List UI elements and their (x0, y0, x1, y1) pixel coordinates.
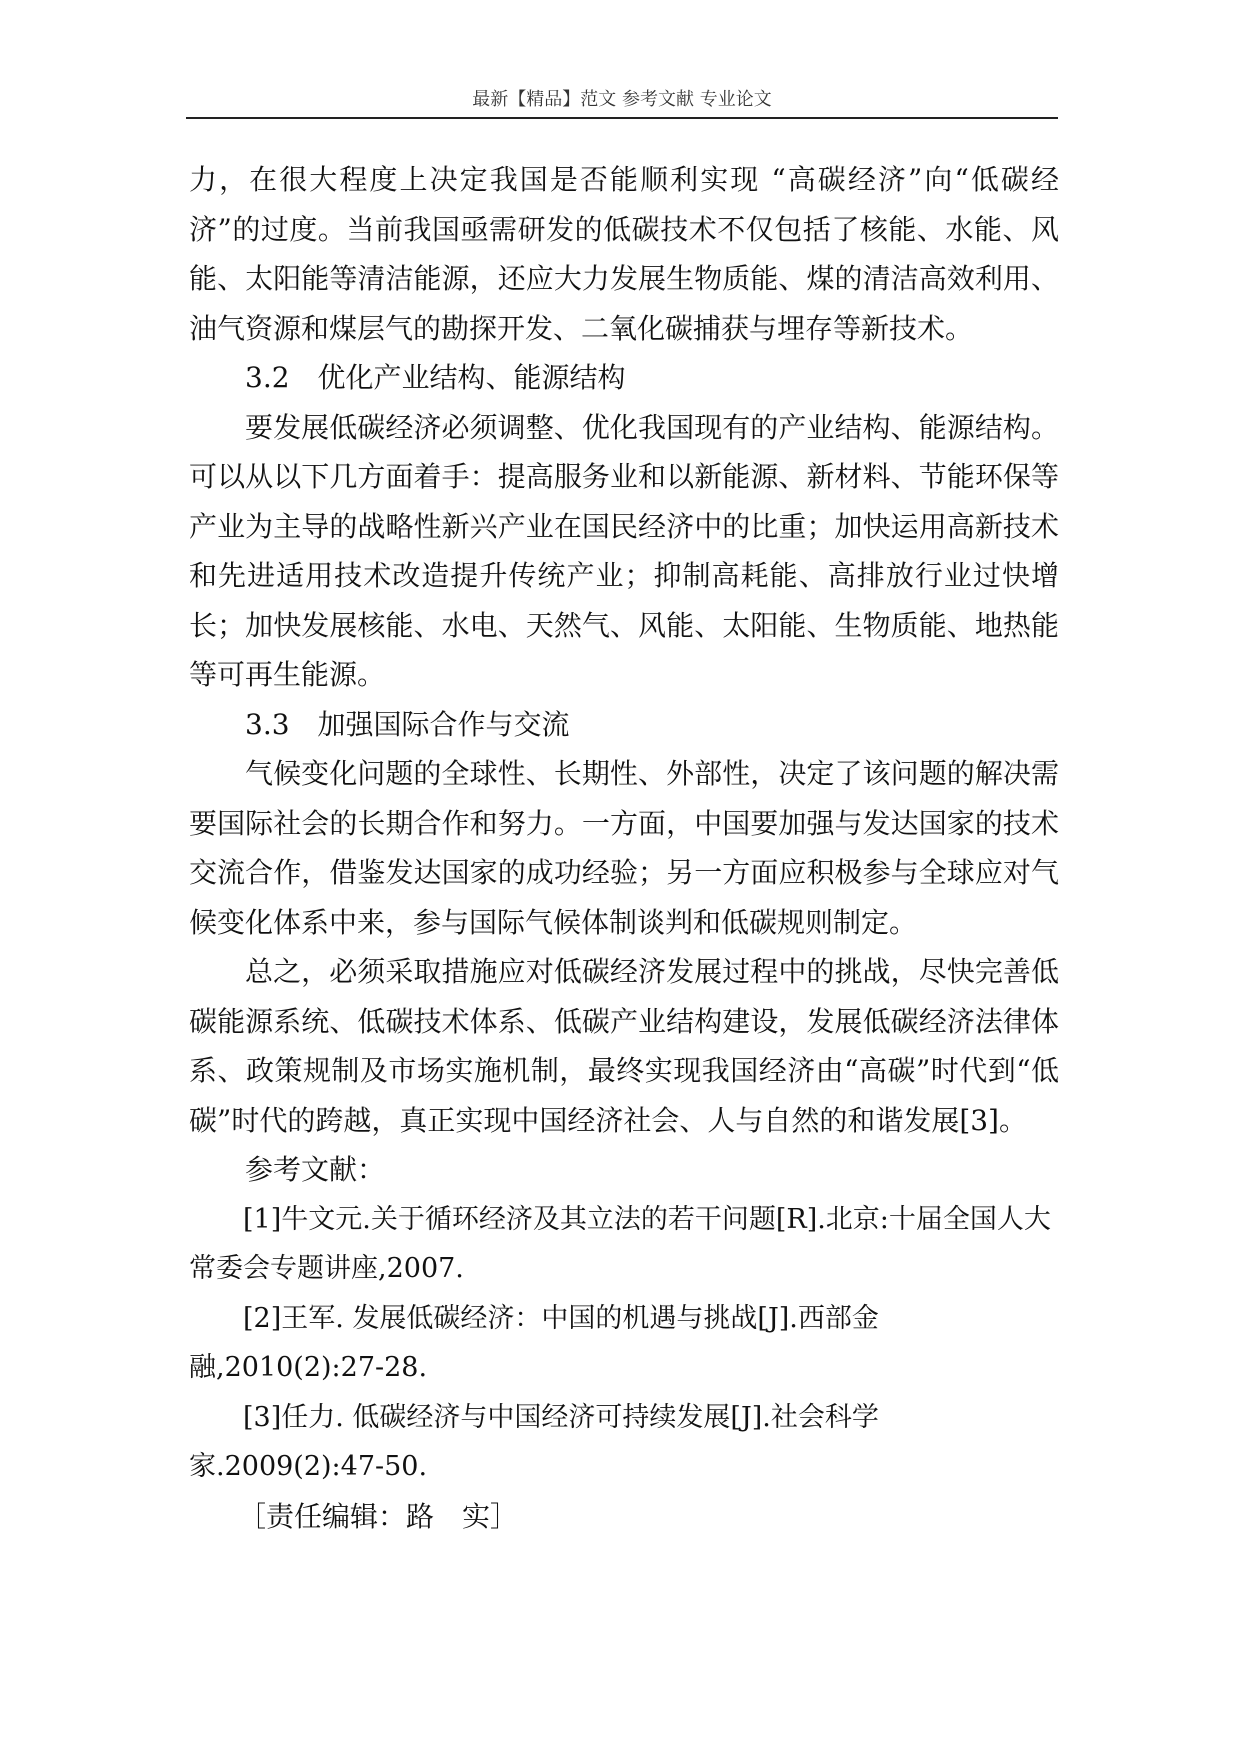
references-heading: 参考文献： (245, 1153, 386, 1186)
responsible-editor: ［责任编辑：路 实］ (238, 1499, 519, 1533)
reference-item-2: [2]王军. 发展低碳经济：中国的机遇与挑战[J].西部金融,2010(2):27-28. (189, 1302, 879, 1383)
section-heading-3-2: 3.2 优化产业结构、能源结构 (245, 361, 626, 394)
reference-item-3: [3]任力. 低碳经济与中国经济可持续发展[J].社会科学家.2009(2):47-50. (189, 1401, 879, 1482)
paragraph-3-3: 气候变化问题的全球性、长期性、外部性，决定了该问题的解决需要国际社会的长期合作和努力。一方面，中国要加强与发达国家的技术交流合作，借鉴发达国家的成功经验；另一方面应积极参与全球应对气候变化体系中来，参与国际气候体制谈判和低碳规则制定。 (189, 757, 1059, 939)
document-body (189, 155, 1059, 1541)
reference-item-1: [1]牛文元.关于循环经济及其立法的若干问题[R].北京:十届全国人大常委会专题讲座,2007. (189, 1203, 1051, 1284)
section-heading-3-3: 3.3 加强国际合作与交流 (245, 707, 570, 741)
page-header: 最新【精品】范文 参考文献 专业论文 (472, 89, 772, 110)
header-rule (186, 117, 1058, 119)
paragraph-conclusion: 总之，必须采取措施应对低碳经济发展过程中的挑战，尽快完善低碳能源系统、低碳技术体系、低碳产业结构建设，发展低碳经济法律体系、政策规制及市场实施机制，最终实现我国经济由“高碳”时代到“低碳”时代的跨越，真正实现中国经济社会、人与自然的和谐发展[3]。 (189, 955, 1059, 1137)
paragraph-continuation: 力，在很大程度上决定我国是否能顺利实现 “高碳经济”向“低碳经济”的过度。当前我国亟需研发的低碳技术不仅包括了核能、水能、风能、太阳能等清洁能源，还应大力发展生物质能、煤的清洁高效利用、油气资源和煤层气的勘探开发、二氧化碳捕获与埋存等新技术。 (189, 163, 1059, 345)
paragraph-3-2: 要发展低碳经济必须调整、优化我国现有的产业结构、能源结构。可以从以下几方面着手：提高服务业和以新能源、新材料、节能环保等产业为主导的战略性新兴产业在国民经济中的比重；加快运用高新技术和先进适用技术改造提升传统产业；抑制高耗能、高排放行业过快增长；加快发展核能、水电、天然气、风能、太阳能、生物质能、地热能等可再生能源。 (189, 410, 1059, 691)
